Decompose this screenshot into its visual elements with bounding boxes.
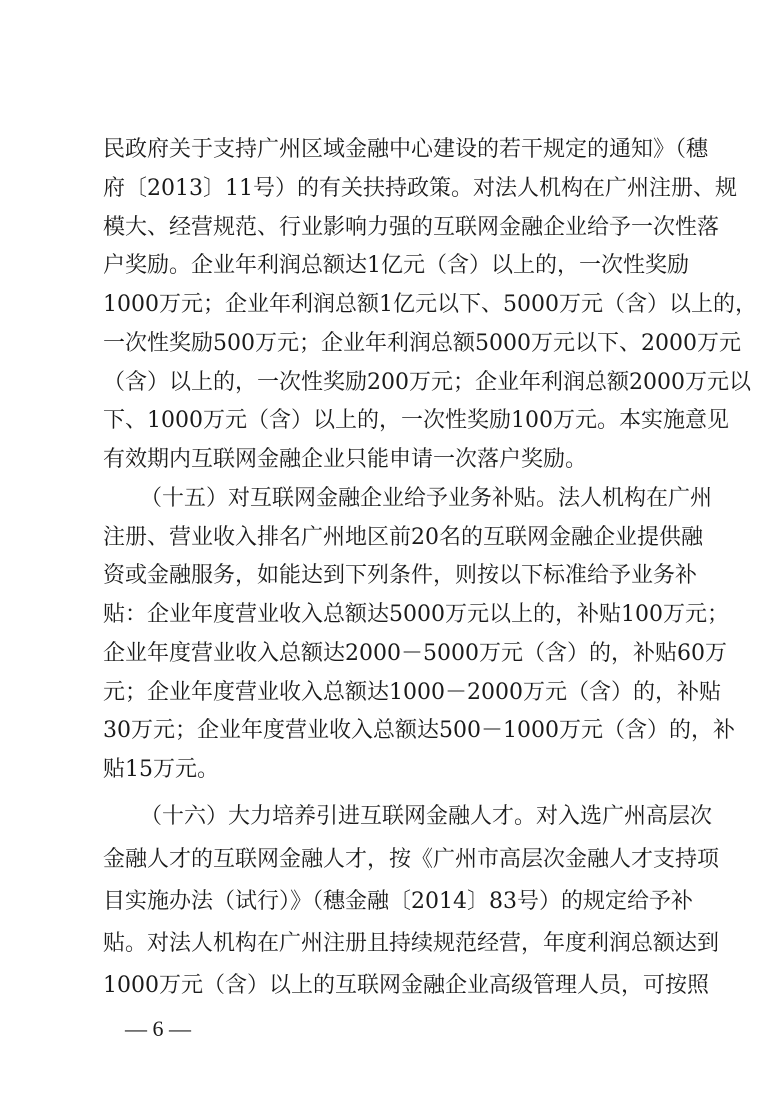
text-line: 元；企业年度营业收入总额达1000－2000万元（含）的，补贴 <box>103 680 721 705</box>
text-line: 注册、营业收入排名广州地区前20名的互联网金融企业提供融 <box>103 525 703 550</box>
text-line: 下、1000万元（含）以上的，一次性奖励100万元。本实施意见 <box>103 408 729 433</box>
text-line: 1000万元（含）以上的互联网金融企业高级管理人员，可按照 <box>103 973 709 998</box>
text-line: 户奖励。企业年利润总额达1亿元（含）以上的，一次性奖励 <box>103 253 689 278</box>
text-line: 贴：企业年度营业收入总额达5000万元以上的，补贴100万元； <box>103 602 729 627</box>
text-line: 企业年度营业收入总额达2000－5000万元（含）的，补贴60万 <box>103 641 727 666</box>
text-line: 一次性奖励500万元；企业年利润总额5000万元以下、2000万元 <box>103 331 741 356</box>
text-line: 30万元；企业年度营业收入总额达500－1000万元（含）的，补 <box>103 718 735 743</box>
text-line: 府〔2013〕11号）的有关扶持政策。对法人机构在广州注册、规 <box>103 176 737 201</box>
text-line: 金融人才的互联网金融人才，按《广州市高层次金融人才支持项 <box>103 847 720 872</box>
text-line: 贴15万元。 <box>103 757 219 782</box>
text-line: 贴。对法人机构在广州注册且持续规范经营，年度利润总额达到 <box>103 931 720 956</box>
text-line: 民政府关于支持广州区域金融中心建设的若干规定的通知》（穗 <box>103 137 709 162</box>
page-number: — 6 — <box>125 1016 191 1041</box>
text-line: 资或金融服务，如能达到下列条件，则按以下标准给予业务补 <box>103 563 698 588</box>
text-line: 目实施办法（试行）》（穗金融〔2014〕83号）的规定给予补 <box>103 889 693 914</box>
paragraph-heading-line: （十五）对互联网金融企业给予业务补贴。法人机构在广州 <box>140 486 713 511</box>
text-line: 有效期内互联网金融企业只能申请一次落户奖励。 <box>103 447 588 472</box>
text-line: 模大、经营规范、行业影响力强的互联网金融企业给予一次性落 <box>103 215 720 240</box>
paragraph-heading-line: （十六）大力培养引进互联网金融人才。对入选广州高层次 <box>140 804 713 829</box>
text-line: 1000万元；企业年利润总额1亿元以下、5000万元（含）以上的， <box>103 292 757 317</box>
text-line: （含）以上的，一次性奖励200万元；企业年利润总额2000万元以 <box>103 370 751 395</box>
